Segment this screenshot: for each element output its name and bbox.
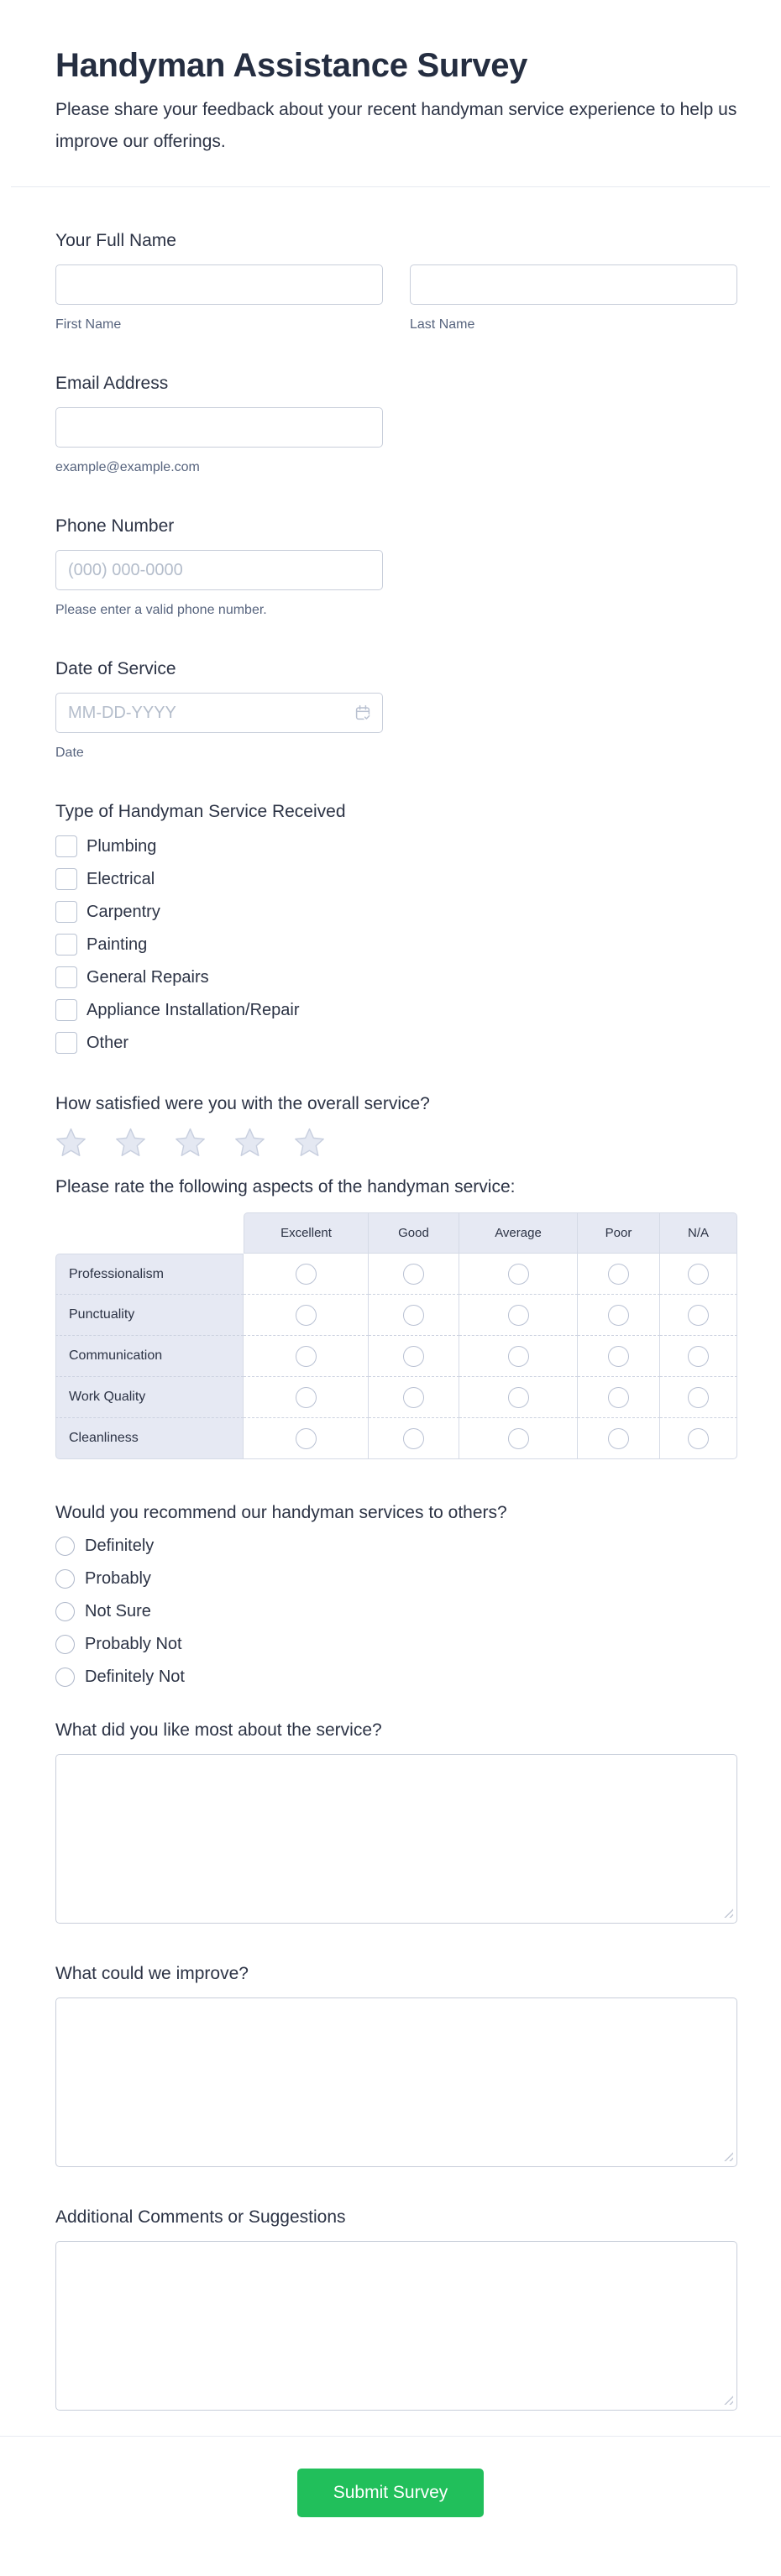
field-date [55, 657, 737, 762]
phone-label: Phone Number [55, 516, 175, 536]
checkbox-option-label: Appliance Installation/Repair [86, 1000, 300, 1019]
phone-input[interactable] [55, 550, 383, 590]
date-input-wrap [55, 693, 383, 733]
matrix-radio-cell[interactable] [660, 1336, 737, 1377]
radio-button[interactable] [55, 1537, 75, 1556]
checkbox-option-label: Electrical [86, 869, 155, 888]
liked-textarea[interactable] [55, 1754, 737, 1924]
radio-option-label: Definitely Not [85, 1668, 185, 1686]
comments-textarea-wrap [55, 2241, 737, 2411]
matrix-radio-cell[interactable] [369, 1295, 459, 1336]
date-input[interactable] [55, 693, 383, 733]
radio-option[interactable] [55, 1635, 737, 1654]
phone-sublabel: Please enter a valid phone number. [55, 603, 267, 617]
email-sublabel: example@example.com [55, 460, 200, 474]
checkbox-option[interactable] [55, 966, 737, 988]
radio-button[interactable] [55, 1635, 75, 1654]
checkbox[interactable] [55, 1032, 77, 1054]
matrix-radio[interactable] [403, 1264, 424, 1285]
form-subtitle: Please share your feedback about your recent handyman service experience to help us improve our offerings. [55, 100, 737, 151]
full-name-label: Your Full Name [55, 231, 176, 250]
submit-button[interactable]: Submit Survey [297, 2469, 484, 2517]
matrix-radio-cell[interactable] [459, 1336, 578, 1377]
matrix-radio-cell[interactable] [459, 1377, 578, 1418]
radio-option[interactable] [55, 1668, 737, 1687]
matrix-radio-cell[interactable] [459, 1295, 578, 1336]
last-name-subfield [410, 264, 737, 333]
checkbox-option-label: Plumbing [86, 836, 157, 856]
matrix-radio-cell[interactable] [660, 1418, 737, 1459]
star-icon[interactable] [55, 1128, 86, 1157]
field-service-type [55, 800, 737, 1054]
checkbox-option[interactable] [55, 868, 737, 890]
liked-label: What did you like most about the service? [55, 1720, 382, 1740]
checkbox-option[interactable] [55, 999, 737, 1021]
matrix-radio[interactable] [403, 1305, 424, 1326]
checkbox-option-label: Painting [86, 935, 148, 954]
checkbox-option[interactable] [55, 901, 737, 923]
checkbox[interactable] [55, 999, 77, 1021]
matrix-radio[interactable] [688, 1428, 709, 1449]
matrix-radio[interactable] [403, 1346, 424, 1367]
checkbox-option[interactable] [55, 835, 737, 857]
email-label: Email Address [55, 374, 169, 393]
matrix-radio[interactable] [608, 1346, 629, 1367]
matrix-row-label: Punctuality [55, 1295, 244, 1336]
last-name-sublabel: Last Name [410, 317, 475, 332]
matrix-radio[interactable] [508, 1305, 529, 1326]
matrix-radio-cell[interactable] [660, 1377, 737, 1418]
field-phone [55, 515, 737, 619]
matrix-column-header: Poor [578, 1212, 660, 1254]
field-recommend [55, 1501, 737, 1687]
radio-option-label: Probably Not [85, 1635, 182, 1653]
matrix-radio-cell[interactable] [244, 1336, 369, 1377]
star-icon[interactable] [234, 1128, 265, 1157]
matrix-radio[interactable] [608, 1428, 629, 1449]
matrix-radio[interactable] [508, 1428, 529, 1449]
matrix-radio-cell[interactable] [660, 1254, 737, 1295]
recommend-options [55, 1537, 737, 1687]
liked-textarea-wrap [55, 1754, 737, 1924]
matrix-radio-cell[interactable] [459, 1418, 578, 1459]
checkbox[interactable] [55, 966, 77, 988]
star-icon[interactable] [175, 1128, 206, 1157]
matrix-row-label: Professionalism [55, 1254, 244, 1295]
matrix-radio[interactable] [508, 1346, 529, 1367]
header-divider [11, 186, 770, 187]
submit-row [0, 2469, 781, 2559]
checkbox-option[interactable] [55, 934, 737, 956]
star-rating [55, 1128, 737, 1157]
matrix-radio-cell[interactable] [369, 1418, 459, 1459]
matrix-radio[interactable] [296, 1346, 317, 1367]
matrix-radio[interactable] [296, 1428, 317, 1449]
radio-option-label: Not Sure [85, 1602, 151, 1620]
field-email [55, 372, 737, 476]
matrix-column-header: Good [369, 1212, 459, 1254]
first-name-subfield [55, 264, 383, 333]
matrix-radio[interactable] [508, 1387, 529, 1408]
matrix-row-label: Communication [55, 1336, 244, 1377]
footer-divider [0, 2436, 781, 2437]
matrix-radio[interactable] [688, 1346, 709, 1367]
form-title: Handyman Assistance Survey [55, 47, 528, 84]
radio-option-label: Probably [85, 1569, 151, 1588]
name-row [55, 264, 737, 333]
checkbox-option[interactable] [55, 1032, 737, 1054]
matrix-radio-cell[interactable] [244, 1254, 369, 1295]
form-content [0, 229, 781, 2411]
satisfaction-label: How satisfied were you with the overall service? [55, 1094, 430, 1113]
radio-option[interactable] [55, 1537, 737, 1556]
comments-label: Additional Comments or Suggestions [55, 2207, 346, 2227]
matrix-radio-cell[interactable] [578, 1377, 660, 1418]
matrix-radio[interactable] [688, 1387, 709, 1408]
form-header [0, 0, 781, 158]
field-improve [55, 1962, 737, 2167]
matrix-radio-cell[interactable] [578, 1418, 660, 1459]
matrix-radio[interactable] [296, 1305, 317, 1326]
matrix-radio-cell[interactable] [660, 1295, 737, 1336]
recommend-label: Would you recommend our handyman services to others? [55, 1503, 507, 1522]
matrix-radio-cell[interactable] [578, 1254, 660, 1295]
checkbox-option-label: Other [86, 1033, 129, 1052]
date-label: Date of Service [55, 659, 176, 678]
matrix-radio-cell[interactable] [244, 1377, 369, 1418]
last-name-input[interactable] [410, 264, 737, 305]
matrix-column-header: Average [459, 1212, 578, 1254]
checkbox-option-label: Carpentry [86, 902, 160, 921]
matrix-radio[interactable] [608, 1264, 629, 1285]
comments-textarea[interactable] [55, 2241, 737, 2411]
matrix-radio[interactable] [296, 1264, 317, 1285]
aspects-label: Please rate the following aspects of the handyman service: [55, 1177, 516, 1196]
radio-option-label: Definitely [85, 1537, 155, 1555]
radio-option[interactable] [55, 1569, 737, 1589]
matrix-radio[interactable] [608, 1387, 629, 1408]
radio-button[interactable] [55, 1602, 75, 1621]
service-type-label: Type of Handyman Service Received [55, 802, 346, 821]
matrix-radio[interactable] [508, 1264, 529, 1285]
service-type-options [55, 835, 737, 1054]
matrix-row-label: Cleanliness [55, 1418, 244, 1459]
field-full-name [55, 229, 737, 333]
matrix-radio-cell[interactable] [369, 1336, 459, 1377]
field-aspects [55, 1175, 737, 1459]
checkbox[interactable] [55, 835, 77, 857]
matrix-radio-cell[interactable] [578, 1295, 660, 1336]
checkbox[interactable] [55, 901, 77, 923]
matrix-radio[interactable] [296, 1387, 317, 1408]
checkbox-option-label: General Repairs [86, 967, 209, 987]
field-comments [55, 2206, 737, 2411]
first-name-input[interactable] [55, 264, 383, 305]
matrix-radio[interactable] [403, 1387, 424, 1408]
matrix-radio-cell[interactable] [369, 1377, 459, 1418]
field-satisfaction [55, 1092, 737, 1157]
star-icon[interactable] [294, 1128, 325, 1157]
improve-label: What could we improve? [55, 1964, 249, 1983]
matrix-radio[interactable] [688, 1264, 709, 1285]
field-liked [55, 1719, 737, 1924]
matrix-column-header: N/A [660, 1212, 737, 1254]
checkbox[interactable] [55, 868, 77, 890]
radio-option[interactable] [55, 1602, 737, 1621]
matrix-row-label: Work Quality [55, 1377, 244, 1418]
checkbox[interactable] [55, 934, 77, 956]
first-name-sublabel: First Name [55, 317, 122, 332]
improve-textarea[interactable] [55, 1997, 737, 2167]
matrix-radio-cell[interactable] [244, 1418, 369, 1459]
matrix-column-header: Excellent [244, 1212, 369, 1254]
email-input[interactable] [55, 407, 383, 448]
matrix-radio-cell[interactable] [369, 1254, 459, 1295]
radio-button[interactable] [55, 1569, 75, 1589]
matrix-corner-blank [55, 1212, 244, 1254]
matrix-radio-cell[interactable] [244, 1295, 369, 1336]
matrix-radio[interactable] [688, 1305, 709, 1326]
rating-matrix [55, 1212, 737, 1459]
matrix-radio[interactable] [403, 1428, 424, 1449]
matrix-radio-cell[interactable] [459, 1254, 578, 1295]
radio-button[interactable] [55, 1668, 75, 1687]
star-icon[interactable] [115, 1128, 146, 1157]
improve-textarea-wrap [55, 1997, 737, 2167]
matrix-radio[interactable] [608, 1305, 629, 1326]
date-sublabel: Date [55, 746, 84, 760]
matrix-radio-cell[interactable] [578, 1336, 660, 1377]
